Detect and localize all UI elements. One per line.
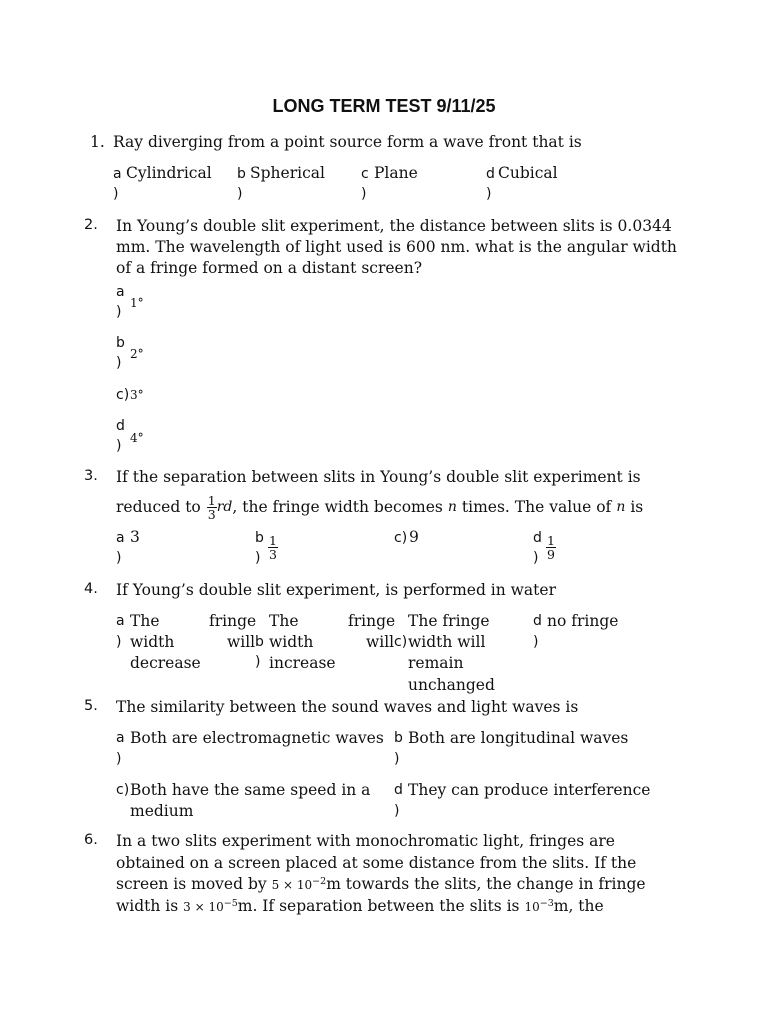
math-variable: rd	[216, 499, 233, 515]
question-text-line: obtained on a screen placed at some distance from the slits. If the	[116, 854, 637, 872]
option-text-word: The	[130, 612, 160, 630]
option-label: c)	[394, 530, 408, 546]
option-b[interactable]: 2°	[130, 347, 144, 361]
text-segment: m towards the slits, the change in fringe	[326, 875, 646, 893]
option-c[interactable]: 9	[409, 528, 419, 546]
question-number: 2.	[84, 217, 98, 233]
fraction	[207, 494, 217, 521]
option-paren: )	[361, 186, 367, 202]
option-text-word: decrease	[130, 654, 201, 672]
option-label: a	[116, 613, 125, 629]
text-segment: m. If separation between the slits is	[237, 897, 520, 915]
text-segment: width is	[116, 897, 179, 915]
option-label: d	[533, 530, 542, 546]
option-a[interactable]: Cylindrical	[126, 164, 212, 182]
option-text-line: medium	[130, 802, 194, 820]
option-text-word: increase	[269, 654, 336, 672]
fraction-numerator: 1	[269, 533, 277, 548]
question-number: 4.	[84, 581, 98, 597]
question-number: 5.	[84, 698, 98, 714]
math-exponent: −3	[539, 898, 554, 909]
option-label: c)	[394, 634, 408, 650]
option-paren: )	[116, 634, 122, 650]
option-paren: )	[394, 803, 400, 819]
question-number: 1.	[90, 133, 105, 151]
option-b[interactable]: Both are longitudinal waves	[408, 729, 629, 747]
option-d[interactable]: Cubical	[498, 164, 558, 182]
option-paren: )	[255, 654, 261, 670]
option-label: a	[113, 166, 122, 182]
question-text-line: mm. The wavelength of light used is 600 nm. what is the angular width	[116, 238, 677, 256]
question-number: 6.	[84, 832, 98, 848]
option-text-word: fringe	[209, 612, 257, 630]
question-text-line	[116, 875, 646, 893]
text-segment: reduced to	[116, 498, 201, 516]
math-base: 3 × 10	[183, 900, 224, 914]
math-value	[524, 900, 553, 914]
option-d[interactable]: no fringe	[547, 612, 619, 630]
question-text-line	[116, 490, 643, 524]
option-paren: )	[486, 186, 492, 202]
option-c[interactable]: Plane	[374, 164, 418, 182]
option-paren: )	[116, 355, 122, 371]
text-segment: m, the	[553, 897, 604, 915]
option-label: d	[533, 613, 542, 629]
option-d[interactable]	[546, 534, 556, 561]
question-text-line: of a fringe formed on a distant screen?	[116, 259, 423, 277]
option-paren: )	[113, 186, 119, 202]
option-d[interactable]: They can produce interference	[408, 781, 651, 799]
option-text-line: remain	[408, 654, 464, 672]
option-text-line: Both have the same speed in a	[130, 781, 371, 799]
question-text-line: In a two slits experiment with monochromatic light, fringes are	[116, 832, 615, 850]
math-value	[183, 900, 238, 914]
option-text-line: The fringe	[408, 612, 490, 630]
option-text-word: will	[227, 633, 256, 651]
option-text-word: The	[269, 612, 299, 630]
text-segment: times. The value of	[461, 498, 612, 516]
option-paren: )	[116, 304, 122, 320]
math-exponent: −2	[312, 876, 327, 887]
option-label: d	[486, 166, 495, 182]
text-segment: screen is moved by	[116, 875, 267, 893]
option-d[interactable]: 4°	[130, 431, 144, 445]
option-paren: )	[533, 634, 539, 650]
text-segment: , the fringe width becomes	[232, 498, 443, 516]
option-b[interactable]	[268, 534, 278, 561]
option-text-word: will	[366, 633, 395, 651]
question-text-line: If the separation between slits in Young’s double slit experiment is	[116, 468, 641, 486]
option-paren: )	[533, 550, 539, 566]
option-text-word: fringe	[348, 612, 396, 630]
text-segment: is	[630, 498, 644, 516]
option-label: c	[361, 166, 369, 182]
option-label: b	[255, 634, 264, 650]
math-variable: n	[616, 499, 626, 515]
option-label: c)	[116, 387, 130, 403]
fraction-denominator: 3	[269, 547, 277, 562]
option-text-line: unchanged	[408, 676, 495, 694]
question-text: If Young’s double slit experiment, is performed in water	[116, 581, 556, 599]
fraction-numerator: 1	[547, 533, 555, 548]
option-paren: )	[237, 186, 243, 202]
question-number: 3.	[84, 468, 98, 484]
option-text-word: width	[269, 633, 314, 651]
question-text-line: In Young’s double slit experiment, the distance between slits is 0.0344	[116, 217, 672, 235]
option-a[interactable]: 1°	[130, 296, 144, 310]
option-label: c)	[116, 782, 130, 798]
page-title: LONG TERM TEST 9/11/25	[272, 96, 496, 116]
option-label: a	[116, 284, 125, 300]
option-label: b	[394, 730, 403, 746]
option-a[interactable]: 3	[130, 528, 140, 546]
math-variable: n	[447, 499, 457, 515]
option-paren: )	[255, 550, 261, 566]
option-paren: )	[116, 751, 122, 767]
math-value	[272, 878, 327, 892]
question-text: The similarity between the sound waves and light waves is	[116, 698, 579, 716]
math-exponent: −5	[223, 898, 238, 909]
option-paren: )	[116, 550, 122, 566]
option-c[interactable]: 3°	[130, 388, 144, 402]
option-label: a	[116, 530, 125, 546]
option-b[interactable]: Spherical	[250, 164, 325, 182]
math-base: 5 × 10	[271, 878, 313, 892]
option-paren: )	[116, 438, 122, 454]
option-label: b	[255, 530, 264, 546]
option-text-word: width	[130, 633, 175, 651]
option-label: d	[116, 418, 125, 434]
fraction-numerator: 1	[207, 492, 216, 508]
option-a[interactable]: Both are electromagnetic waves	[130, 729, 384, 747]
math-base: 10	[524, 900, 540, 914]
option-label: b	[237, 166, 246, 182]
question-text-line	[116, 897, 604, 915]
option-text-line: width will	[408, 633, 486, 651]
option-label: d	[394, 782, 403, 798]
question-text: Ray diverging from a point source form a wave front that is	[113, 133, 582, 151]
option-label: b	[116, 335, 125, 351]
fraction-denominator: 9	[547, 547, 555, 562]
fraction-denominator: 3	[207, 506, 216, 522]
option-label: a	[116, 730, 125, 746]
option-paren: )	[394, 751, 400, 767]
